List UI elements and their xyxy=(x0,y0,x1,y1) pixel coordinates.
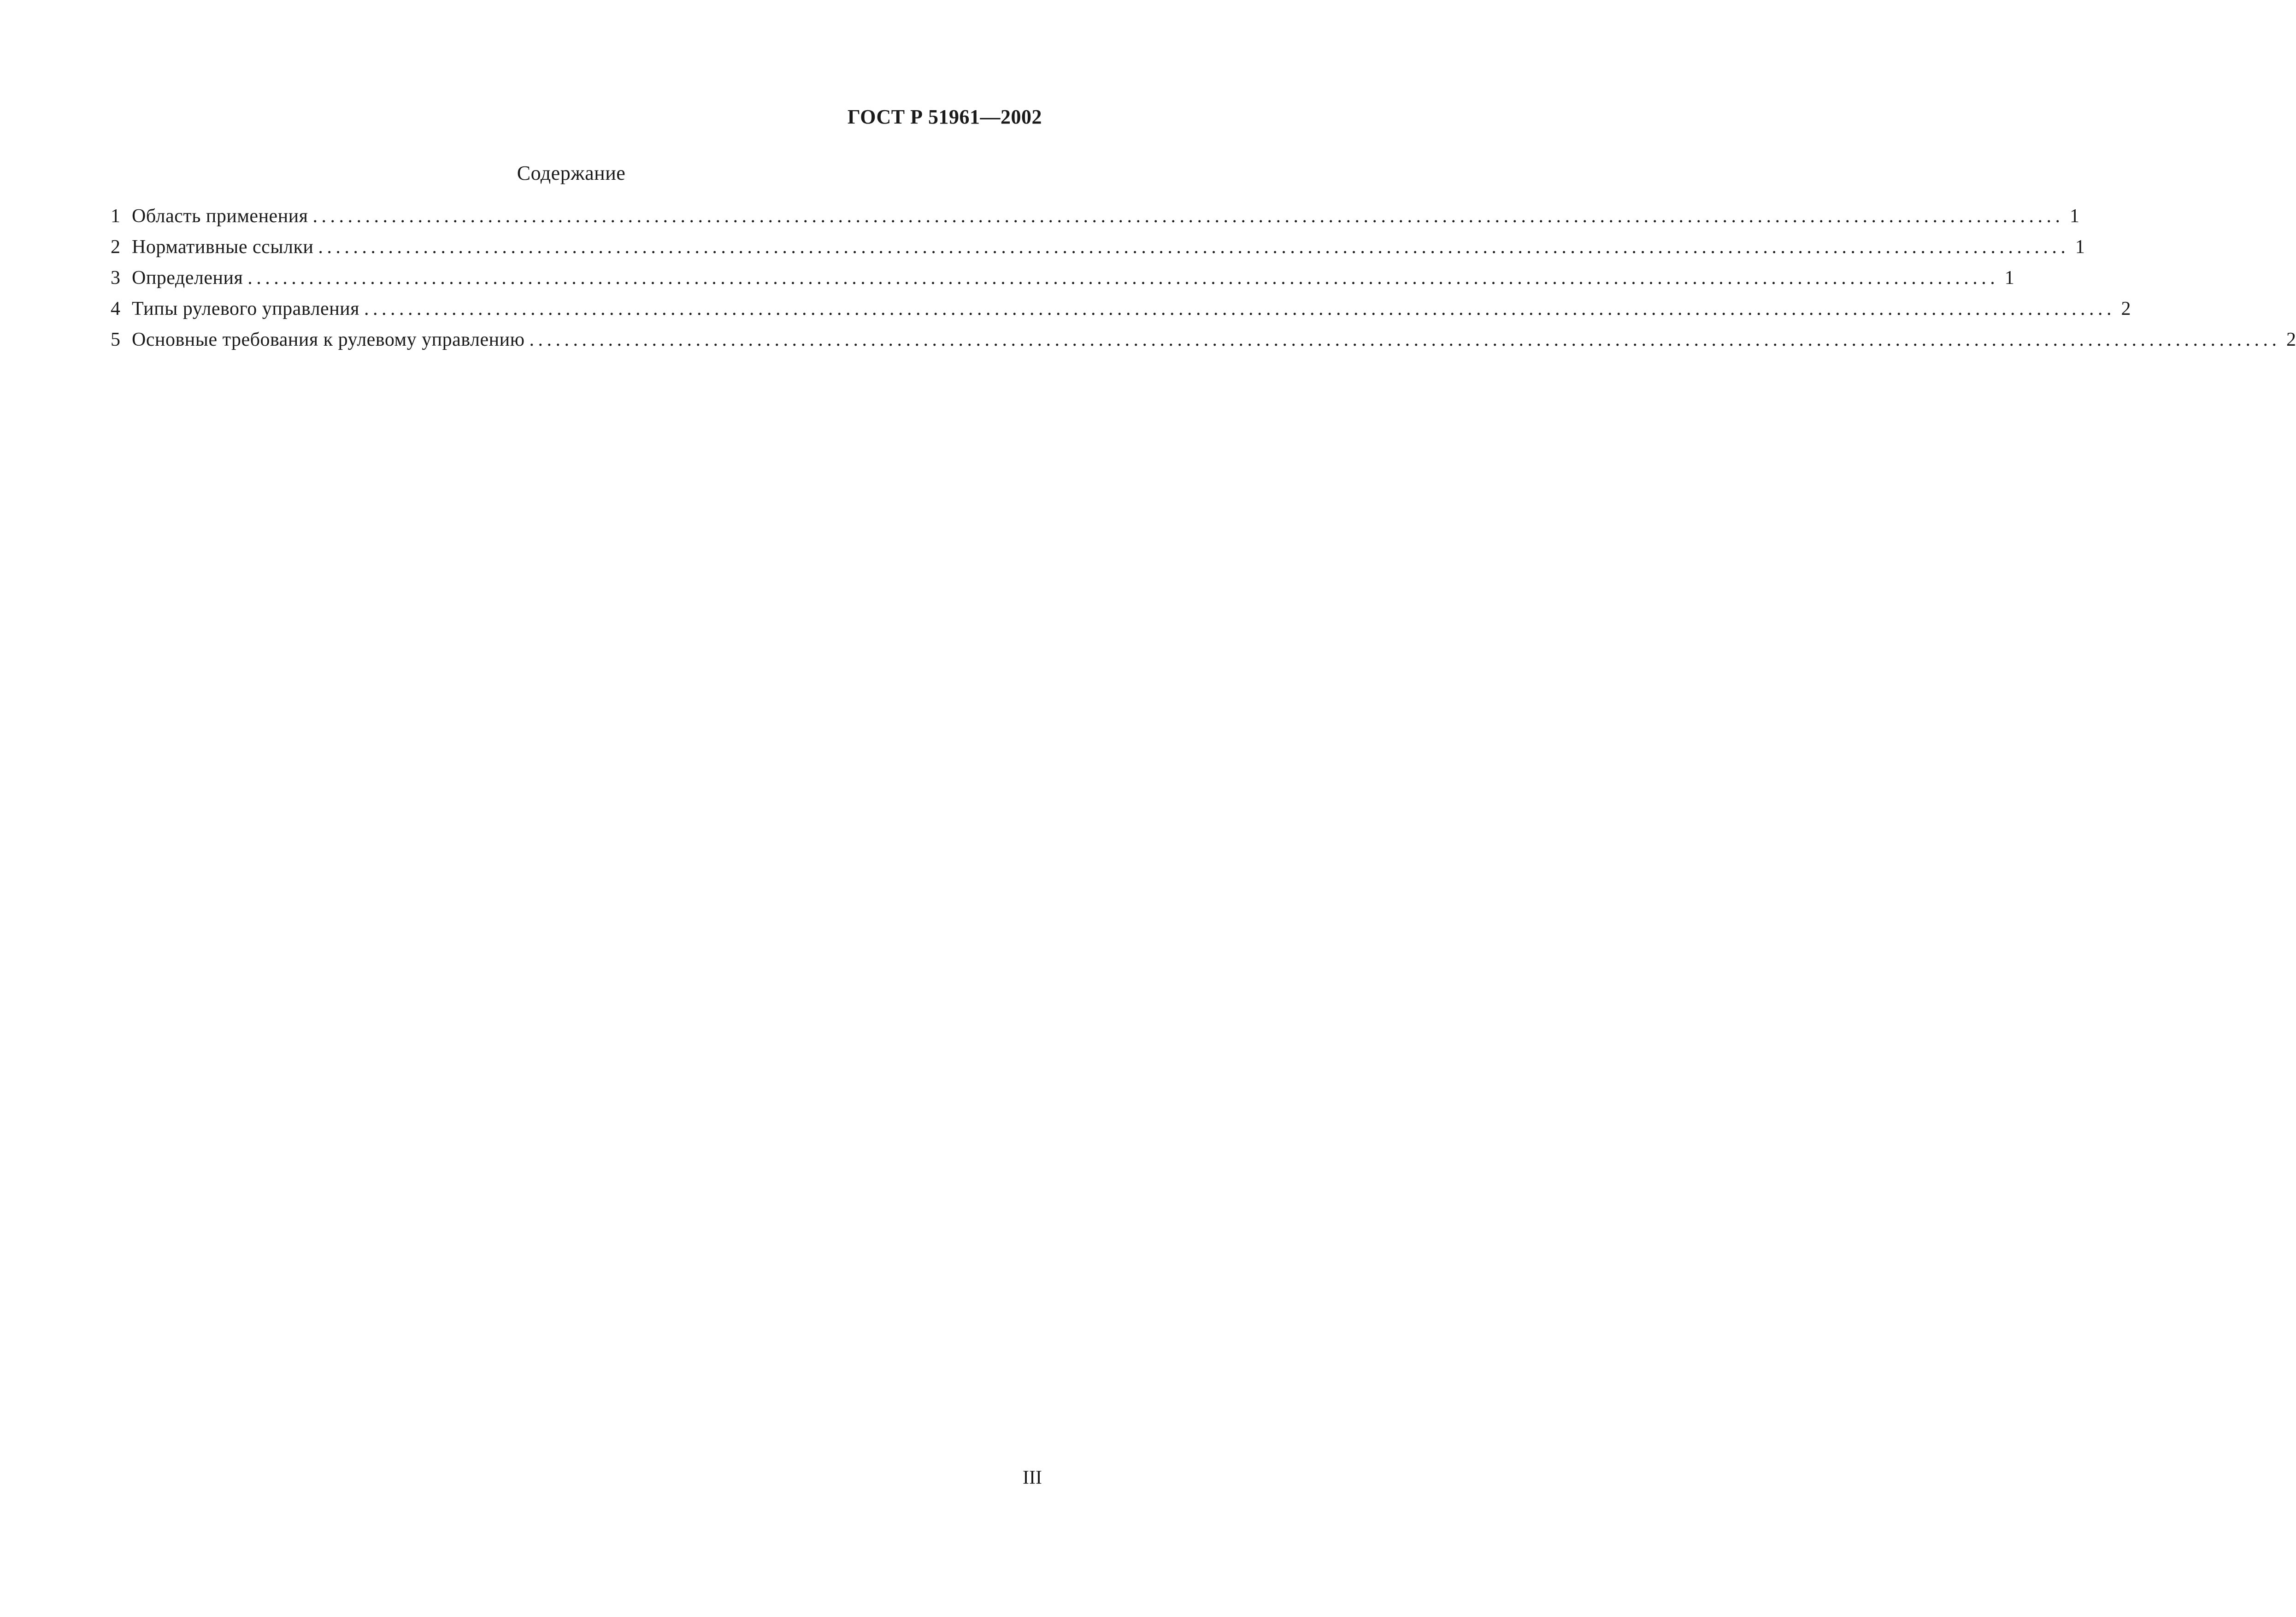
toc-entry[interactable] xyxy=(111,236,2085,267)
toc-entry[interactable] xyxy=(111,205,2080,236)
toc-leader-dots: ........................................................................................................................................................................................................ xyxy=(318,236,2070,258)
page-number: III xyxy=(1023,1467,1042,1488)
toc-entry-page: 2 xyxy=(2121,298,2131,319)
toc-entry[interactable] xyxy=(111,329,2296,360)
table-of-contents xyxy=(111,205,2296,360)
toc-title: Содержание xyxy=(517,162,626,184)
toc-leader-dots: ........................................................................................................................................................................................................ xyxy=(364,298,2115,319)
toc-entry-number: 2 xyxy=(111,236,121,258)
toc-entry-number: 4 xyxy=(111,298,121,319)
toc-leader-dots: ........................................................................................................................................................................................................ xyxy=(247,267,1999,289)
toc-entry[interactable] xyxy=(111,298,2131,329)
toc-entry-title: Типы рулевого управления xyxy=(132,298,359,319)
toc-entry-page: 1 xyxy=(2069,206,2080,227)
toc-entry-page: 1 xyxy=(2075,236,2085,258)
toc-entry-title: Область применения xyxy=(132,206,308,227)
toc-entry-title: Нормативные ссылки xyxy=(132,236,314,258)
toc-entry-title: Определения xyxy=(132,267,243,289)
document-code: ГОСТ Р 51961—2002 xyxy=(847,106,1042,128)
toc-leader-dots: ........................................................................................................................................................................................................ xyxy=(312,206,2064,227)
toc-entry-title: Основные требования к рулевому управлению xyxy=(132,329,525,350)
toc-entry-number: 1 xyxy=(111,206,121,227)
toc-entry-number: 3 xyxy=(111,267,121,289)
toc-leader-dots: ........................................................................................................................................................................................................ xyxy=(529,329,2281,350)
toc-entry[interactable] xyxy=(111,267,2015,298)
toc-entry-page: 1 xyxy=(2004,267,2015,289)
toc-entry-number: 5 xyxy=(111,329,121,350)
toc-entry-page: 2 xyxy=(2286,329,2296,350)
